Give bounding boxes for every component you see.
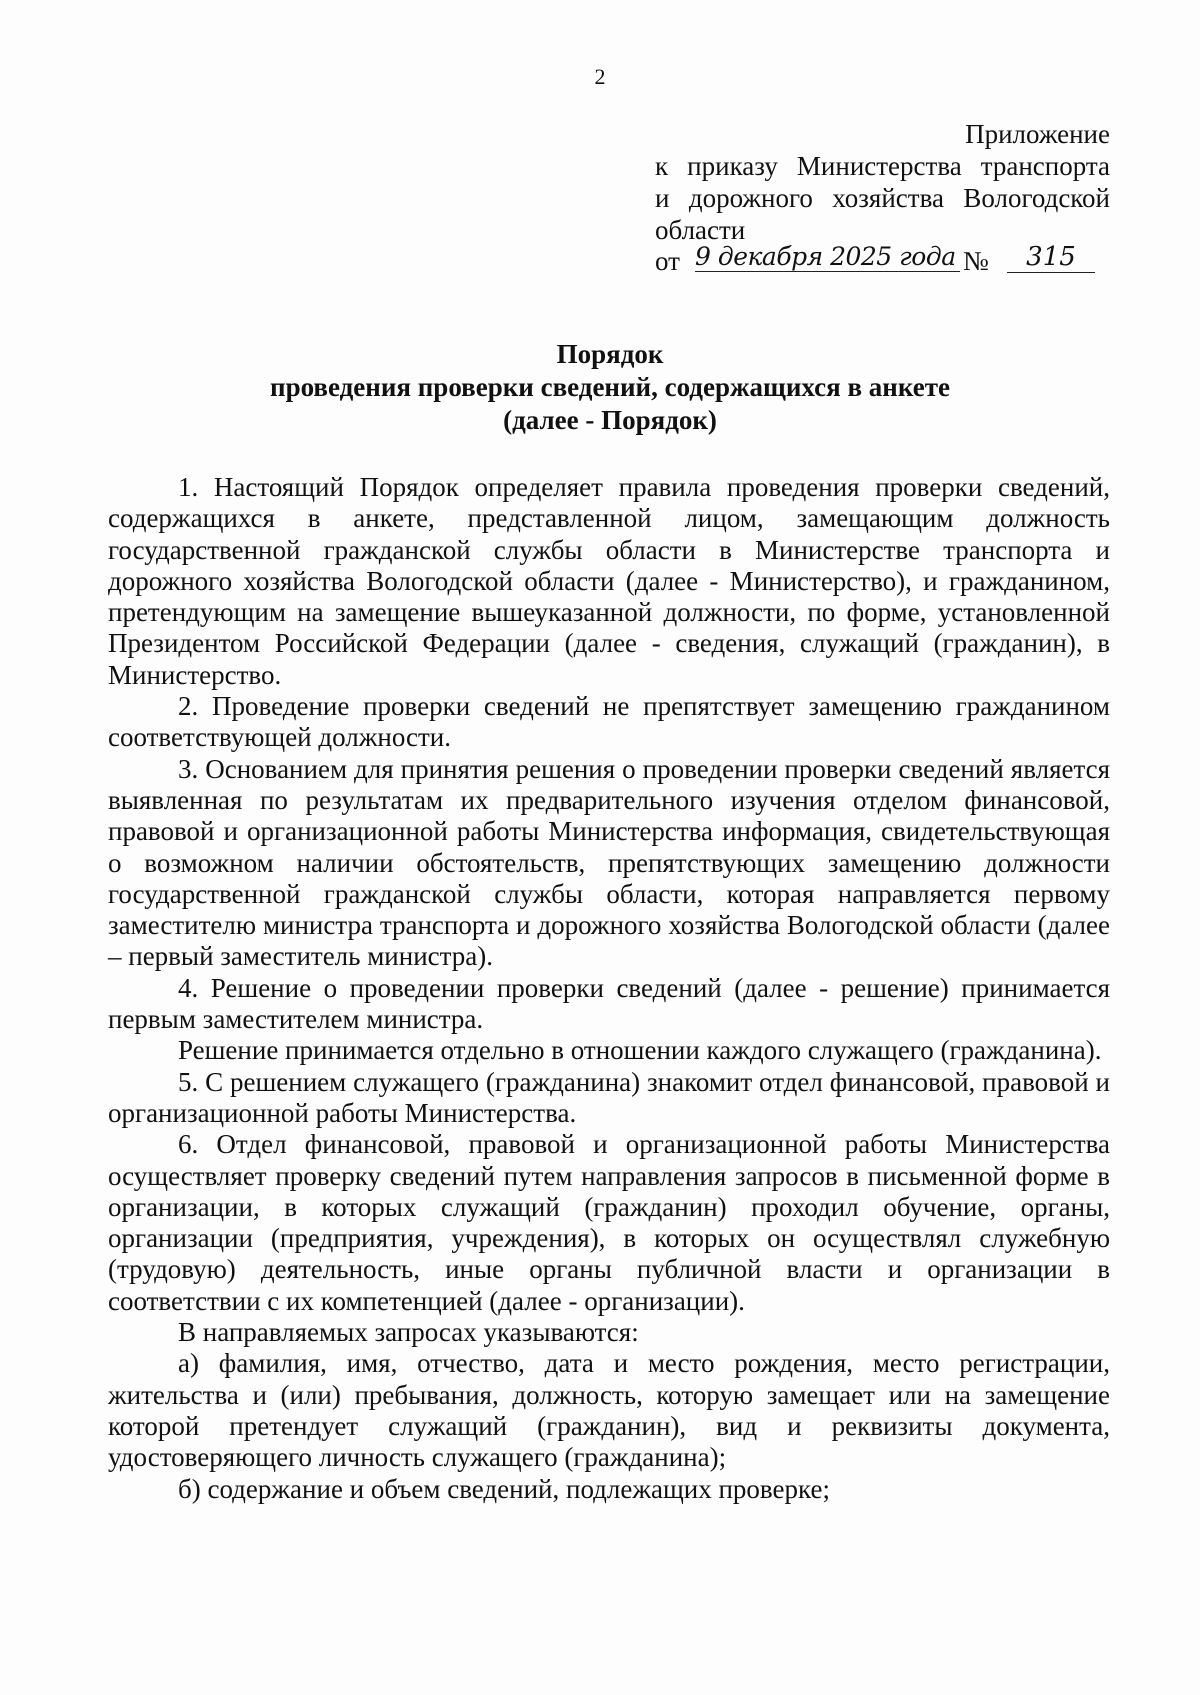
page-number: 2 xyxy=(594,64,606,89)
paragraph: 5. С решением служащего (гражданина) знакомит отдел финансовой, правовой и организационной работы Министерства. xyxy=(108,1066,1110,1128)
paragraph: 1. Настоящий Порядок определяет правила проведения проверки сведений, содержащихся в анкете, представленной лицом, замещающим должность государственной гражданской службы области в Министерстве транспорта и дорожного хозяйства Вологодской области (далее - Министерство), и гражданином, претендующим на замещение вышеуказанной должности, по форме, установленной Президентом Российской Федерации (далее - сведения, служащий (гражданин), в Министерство. xyxy=(108,472,1110,690)
order-date-line xyxy=(655,242,1110,286)
heading-subtitle: проведения проверки сведений, содержащихся в анкете xyxy=(270,372,950,402)
paragraph: 4. Решение о проведении проверки сведений (далее - решение) принимается первым заместителем министра. xyxy=(108,972,1110,1035)
appendix-line: и дорожного хозяйства Вологодской xyxy=(655,183,1110,213)
paragraph: 2. Проведение проверки сведений не препятствует замещению гражданином соответствующей должности. xyxy=(108,691,1110,753)
paragraph: В направляемых запросах указываются: xyxy=(178,1317,639,1348)
paragraph: а) фамилия, имя, отчество, дата и место рождения, место регистрации, жительства и (или) пребывания, должность, которую замещает или на замещение которой претендует служащий (гражданин), вид и реквизиты документа, удостоверяющего личность служащего (гражданина); xyxy=(108,1348,1110,1473)
paragraph: Решение принимается отдельно в отношении каждого служащего (гражданина). xyxy=(178,1035,1102,1066)
handwritten-date: 9 декабря 2025 года xyxy=(695,242,960,272)
appendix-block xyxy=(655,118,1110,246)
date-prefix: от xyxy=(655,246,680,276)
paragraph: 6. Отдел финансовой, правовой и организационной работы Министерства осуществляет проверку сведений путем направления запросов в письменной форме в организации, в которых служащий (гражданин) проходил обучение, органы, организации (предприятия, учреждения), в которых он осуществлял служебную (трудовую) деятельность, иные органы публичной власти и организации в соответствии с их компетенцией (далее - организации). xyxy=(108,1129,1110,1316)
appendix-line: к приказу Министерства транспорта xyxy=(655,151,1110,181)
appendix-title: Приложение xyxy=(965,119,1110,149)
heading-abbreviation: (далее - Порядок) xyxy=(503,405,717,435)
number-label: № xyxy=(963,246,989,276)
heading-title: Порядок xyxy=(556,339,664,369)
document-body xyxy=(108,472,1110,1505)
appendix-line: области xyxy=(655,215,746,245)
handwritten-number: 315 xyxy=(1007,242,1095,273)
paragraph: 3. Основанием для принятия решения о проведении проверки сведений является выявленная по результатам их предварительного изучения отделом финансовой, правовой и организационной работы Министерства информация, свидетельствующая о возможном наличии обстоятельств, препятствующих замещению должности государственной гражданской службы области, которая направляется первому заместителю министра транспорта и дорожного хозяйства Вологодской области (далее – первый заместитель министра). xyxy=(108,753,1110,972)
paragraph: б) содержание и объем сведений, подлежащих проверке; xyxy=(178,1473,830,1504)
document-heading xyxy=(60,338,1160,437)
